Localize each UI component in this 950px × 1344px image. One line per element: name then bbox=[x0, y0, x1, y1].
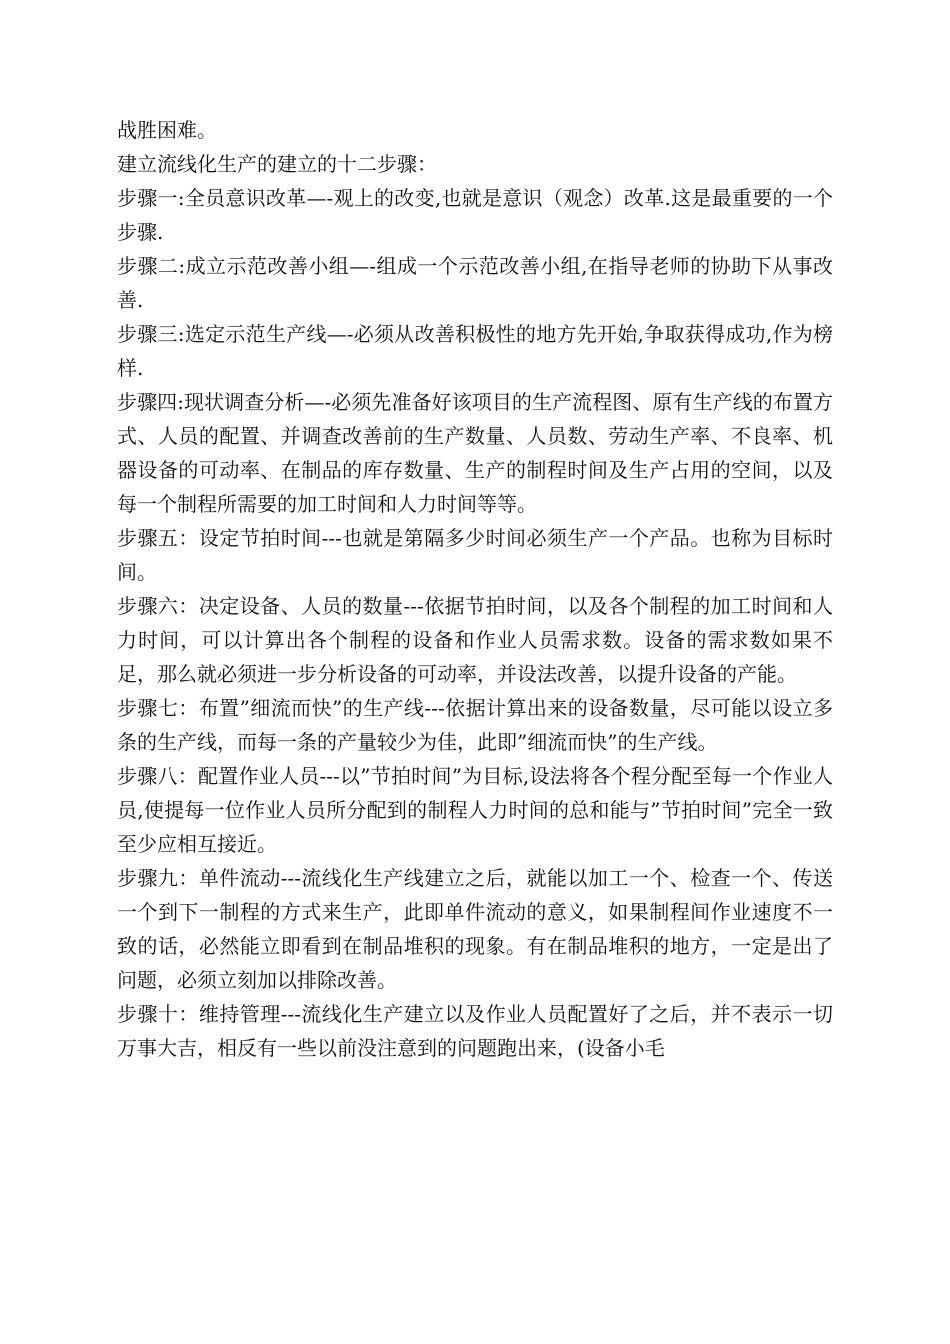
paragraph-step-7: 步骤七：布置”细流而快”的生产线---依据计算出来的设备数量，尽可能以设立多条的生产线，而每一条的产量较少为佳，此即”细流而快”的生产线。 bbox=[117, 696, 833, 754]
paragraph-step-1: 步骤一:全员意识改革—-观上的改变,也就是意识（观念）改革.这是最重要的一个步骤. bbox=[117, 186, 833, 244]
paragraph-step-3: 步骤三:选定示范生产线—-必须从改善积极性的地方先开始,争取获得成功,作为榜样. bbox=[117, 322, 833, 380]
paragraph-step-6: 步骤六：决定设备、人员的数量---依据节拍时间，以及各个制程的加工时间和人力时间，可以计算出各个制程的设备和作业人员需求数。设备的需求数如果不足，那么就必须进一步分析设备的可动率，并设法改善，以提升设备的产能。 bbox=[117, 594, 833, 686]
paragraph-step-4: 步骤四:现状调查分析—-必须先准备好该项目的生产流程图、原有生产线的布置方式、人员的配置、并调查改善前的生产数量、人员数、劳动生产率、不良率、机器设备的可动率、在制品的库存数量、生产的制程时间及生产占用的空间，以及每一个制程所需要的加工时间和人力时间等等。 bbox=[117, 390, 833, 516]
paragraph-step-8: 步骤八：配置作业人员---以”节拍时间”为目标,设法将各个程分配至每一个作业人员,使提每一位作业人员所分配到的制程人力时间的总和能与”节拍时间”完全一致至少应相互接近。 bbox=[117, 764, 833, 856]
paragraph-step-5: 步骤五：设定节拍时间---也就是第隔多少时间必须生产一个产品。也称为目标时间。 bbox=[117, 526, 833, 584]
document-page bbox=[117, 113, 833, 1065]
paragraph-continuation: 战胜困难。 bbox=[117, 118, 217, 142]
paragraph-step-9: 步骤九：单件流动---流线化生产线建立之后，就能以加工一个、检查一个、传送一个到下一制程的方式来生产，此即单件流动的意义，如果制程间作业速度不一致的话，必然能立即看到在制品堆积的现象。有在制品堆积的地方，一定是出了问题，必须立刻加以排除改善。 bbox=[117, 866, 833, 992]
paragraph-heading-twelve-steps: 建立流线化生产的建立的十二步骤： bbox=[117, 152, 437, 176]
paragraph-step-2: 步骤二:成立示范改善小组—-组成一个示范改善小组,在指导老师的协助下从事改善. bbox=[117, 254, 833, 312]
paragraph-step-10: 步骤十：维持管理---流线化生产建立以及作业人员配置好了之后，并不表示一切万事大吉，相反有一些以前没注意到的问题跑出来，(设备小毛 bbox=[117, 1002, 833, 1060]
